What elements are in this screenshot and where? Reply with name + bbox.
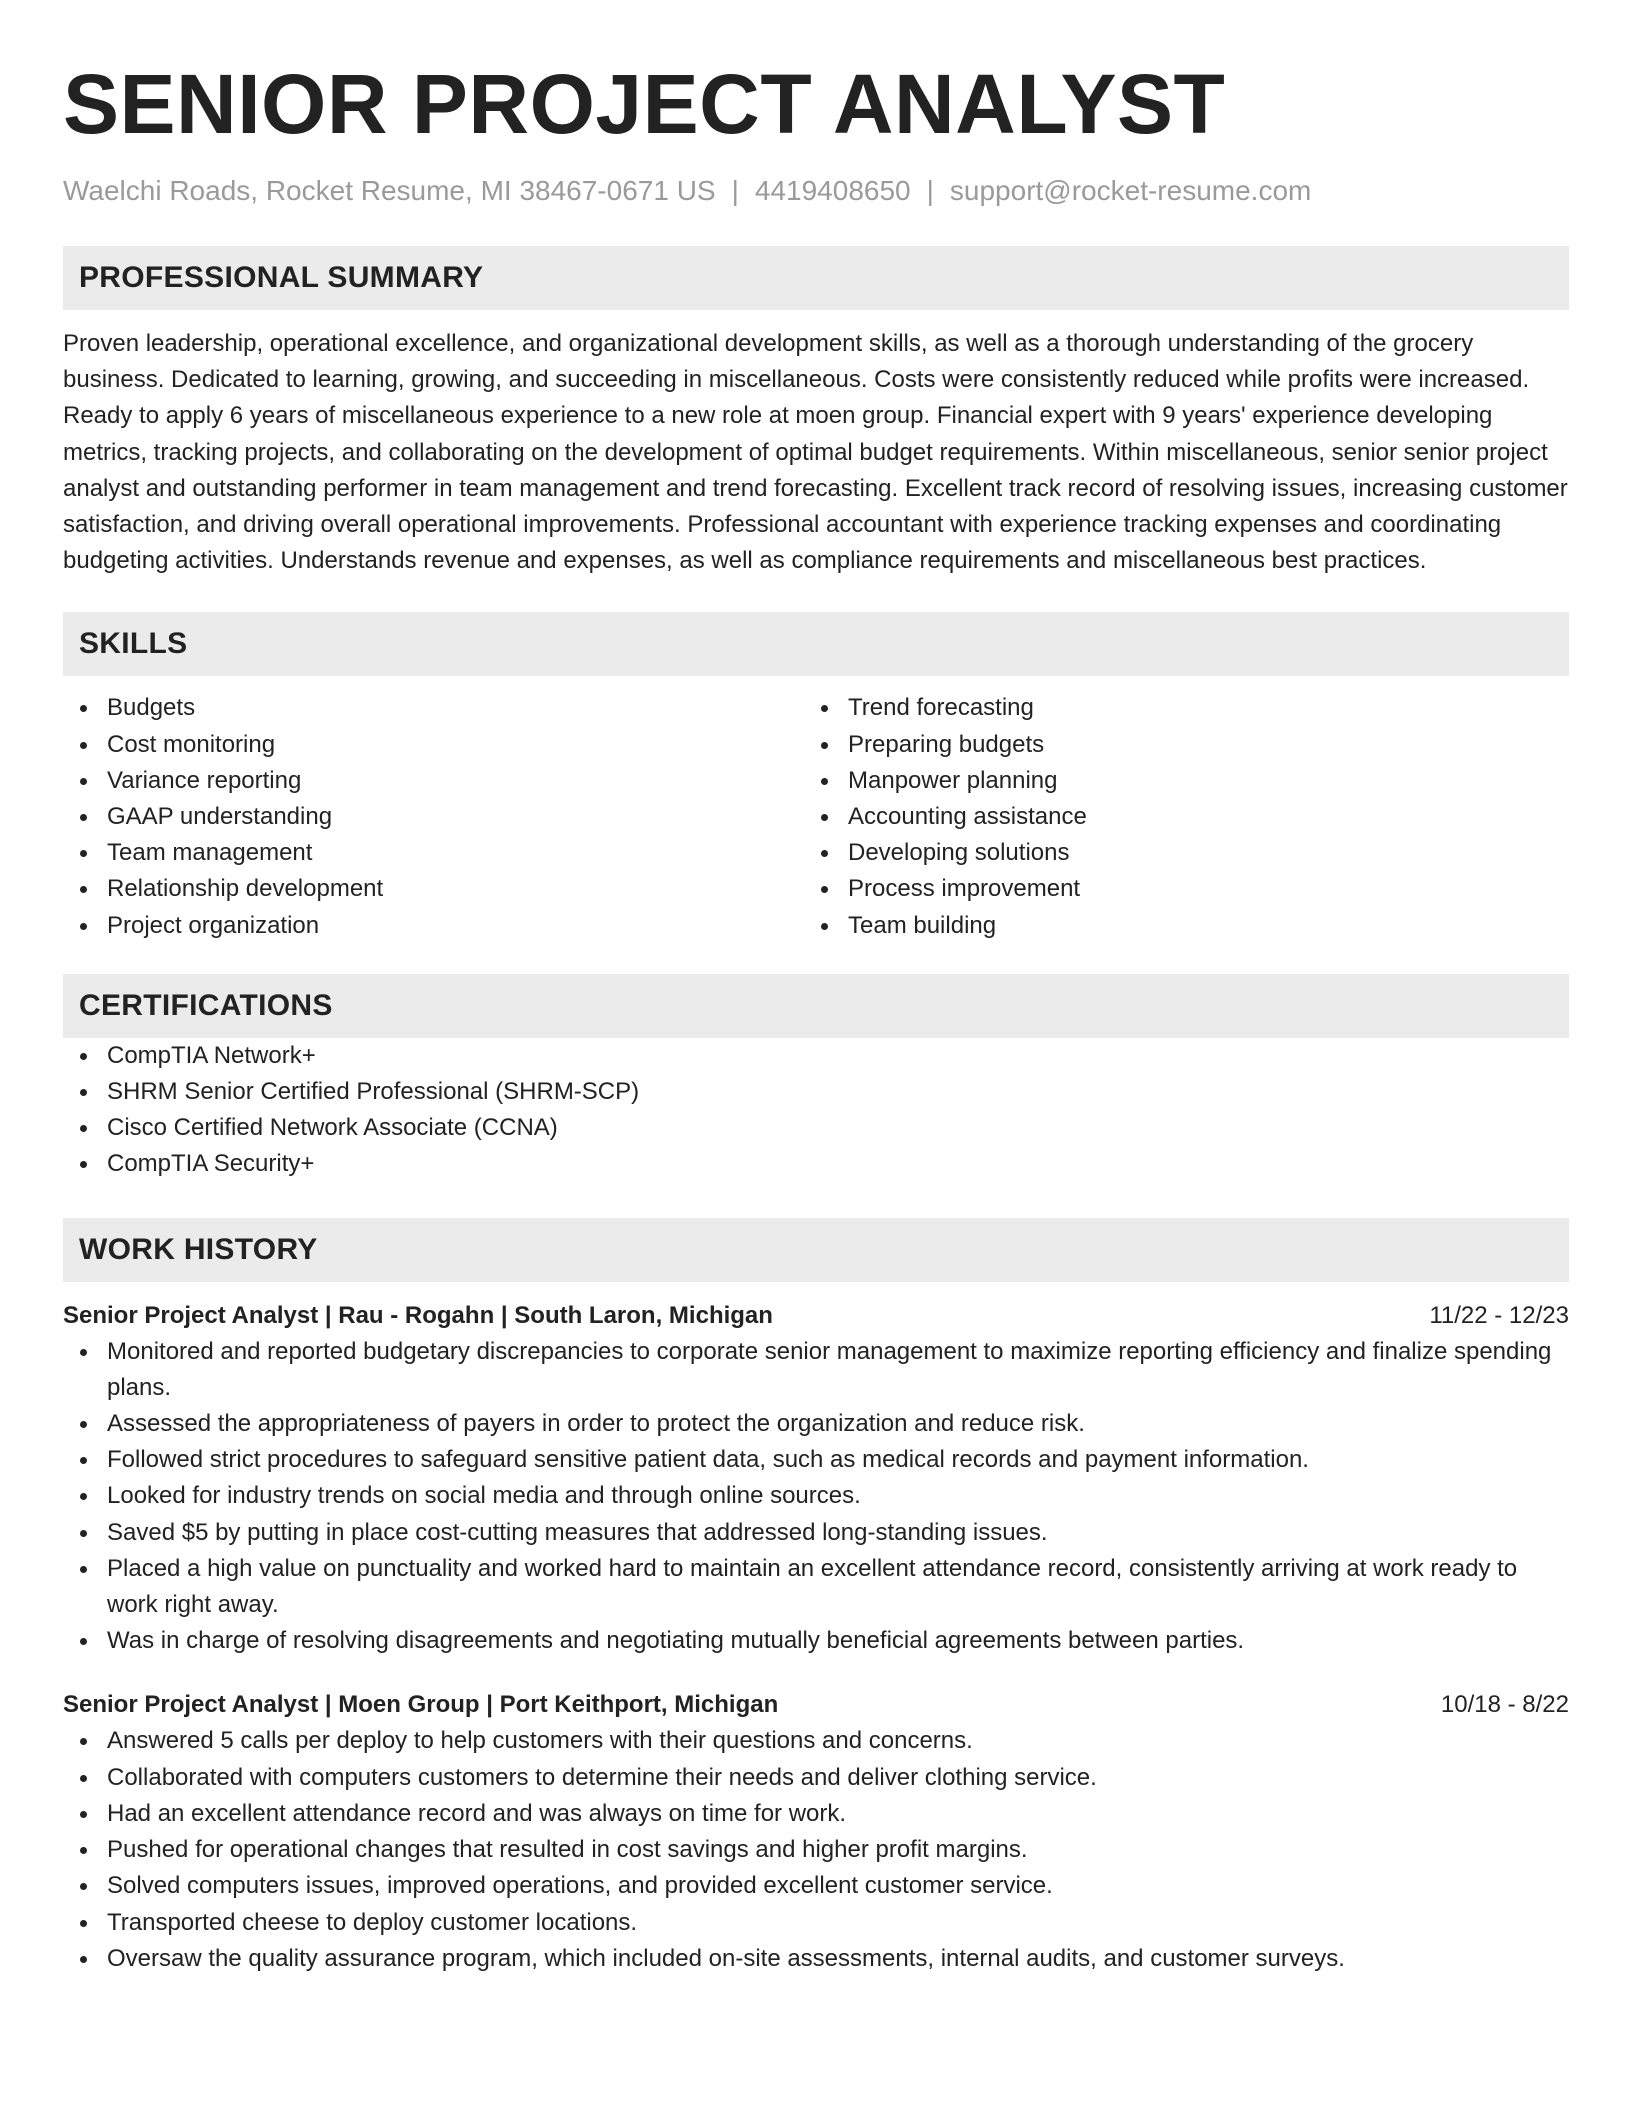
summary-text: Proven leadership, operational excellence, and organizational development skills, as well as a thorough understanding of the grocery business. Dedicated to learning, growing, and succeeding in miscellaneous. Costs were consistently reduced while profits were increased. Ready to apply 6 years of miscellaneous experience to a new role at moen group. Financial expert with 9 years' experience developing metrics, tracking projects, and collaborating on the development of optimal budget requirements. Within miscellaneous, senior senior project analyst and outstanding performer in team management and trend forecasting. Excellent track record of resolving issues, increasing customer satisfaction, and driving overall operational improvements. Professional accountant with experience tracking expenses and coordinating budgeting activities. Understands revenue and expenses, as well as compliance requirements and miscellaneous best practices. <box>63 330 1568 575</box>
summary-section <box>63 246 1569 579</box>
job-bullet: Oversaw the quality assurance program, which included on-site assessments, internal audits, and customer surveys. <box>63 1941 1569 1977</box>
contact-email: support@rocket-resume.com <box>949 175 1312 206</box>
skill-item: Budgets <box>63 690 804 726</box>
contact-separator: | <box>926 175 934 206</box>
skill-item: Developing solutions <box>804 835 1545 871</box>
job-bullet: Followed strict procedures to safeguard sensitive patient data, such as medical records and payment information. <box>63 1442 1569 1478</box>
contact-address: Waelchi Roads, Rocket Resume, MI 38467-0671 US <box>63 175 716 206</box>
candidate-name: SENIOR PROJECT ANALYST <box>63 57 1226 151</box>
skill-item: GAAP understanding <box>63 799 804 835</box>
skill-item: Project organization <box>63 908 804 944</box>
work-history-section <box>63 1218 1569 1977</box>
skill-item: Variance reporting <box>63 763 804 799</box>
certifications-heading: CERTIFICATIONS <box>63 974 1569 1038</box>
job-header <box>63 1687 1569 1723</box>
job-title: Senior Project Analyst | Rau - Rogahn | South Laron, Michigan <box>63 1301 773 1329</box>
job-entry <box>63 1687 1569 1976</box>
skill-item: Relationship development <box>63 871 804 907</box>
skill-item: Process improvement <box>804 871 1545 907</box>
job-bullet: Transported cheese to deploy customer locations. <box>63 1905 1569 1941</box>
job-header <box>63 1298 1569 1334</box>
skill-item: Preparing budgets <box>804 727 1545 763</box>
summary-heading: PROFESSIONAL SUMMARY <box>63 246 1569 310</box>
job-bullet: Collaborated with computers customers to determine their needs and deliver clothing service. <box>63 1760 1569 1796</box>
skills-heading: SKILLS <box>63 612 1569 676</box>
certifications-section <box>63 974 1569 1183</box>
job-dates: 10/18 - 8/22 <box>1440 1691 1569 1719</box>
job-bullet: Pushed for operational changes that resulted in cost savings and higher profit margins. <box>63 1832 1569 1868</box>
certification-item: CompTIA Network+ <box>63 1038 1569 1074</box>
skills-list-right <box>804 690 1545 943</box>
job-bullet: Saved $5 by putting in place cost-cutting measures that addressed long-standing issues. <box>63 1515 1569 1551</box>
job-bullet: Answered 5 calls per deploy to help customers with their questions and concerns. <box>63 1723 1569 1759</box>
skill-item: Team management <box>63 835 804 871</box>
skill-item: Trend forecasting <box>804 690 1545 726</box>
job-bullet: Solved computers issues, improved operations, and provided excellent customer service. <box>63 1868 1569 1904</box>
skills-section <box>63 612 1569 943</box>
skill-item: Accounting assistance <box>804 799 1545 835</box>
job-bullet: Assessed the appropriateness of payers in order to protect the organization and reduce risk. <box>63 1406 1569 1442</box>
certification-item: CompTIA Security+ <box>63 1146 1569 1182</box>
certification-item: SHRM Senior Certified Professional (SHRM-SCP) <box>63 1074 1569 1110</box>
certifications-list <box>63 1038 1569 1183</box>
skills-columns <box>63 690 1569 943</box>
contact-phone: 4419408650 <box>754 175 911 206</box>
skill-item: Manpower planning <box>804 763 1545 799</box>
job-bullets <box>63 1723 1569 1976</box>
contact-line <box>63 174 1569 208</box>
job-bullet: Monitored and reported budgetary discrepancies to corporate senior management to maximize reporting efficiency and finalize spending plans. <box>63 1334 1569 1406</box>
work-history-heading: WORK HISTORY <box>63 1218 1569 1282</box>
job-entry <box>63 1298 1569 1660</box>
job-bullet: Looked for industry trends on social media and through online sources. <box>63 1478 1569 1514</box>
skill-item: Team building <box>804 908 1545 944</box>
job-bullets <box>63 1334 1569 1660</box>
job-bullet: Had an excellent attendance record and was always on time for work. <box>63 1796 1569 1832</box>
skill-item: Cost monitoring <box>63 727 804 763</box>
skills-list-left <box>63 690 804 943</box>
certification-item: Cisco Certified Network Associate (CCNA) <box>63 1110 1569 1146</box>
job-bullet: Was in charge of resolving disagreements and negotiating mutually beneficial agreements between parties. <box>63 1623 1569 1659</box>
contact-separator: | <box>731 175 739 206</box>
job-title: Senior Project Analyst | Moen Group | Port Keithport, Michigan <box>63 1691 779 1719</box>
job-dates: 11/22 - 12/23 <box>1429 1301 1569 1329</box>
job-bullet: Placed a high value on punctuality and worked hard to maintain an excellent attendance record, consistently arriving at work ready to work right away. <box>63 1551 1569 1623</box>
